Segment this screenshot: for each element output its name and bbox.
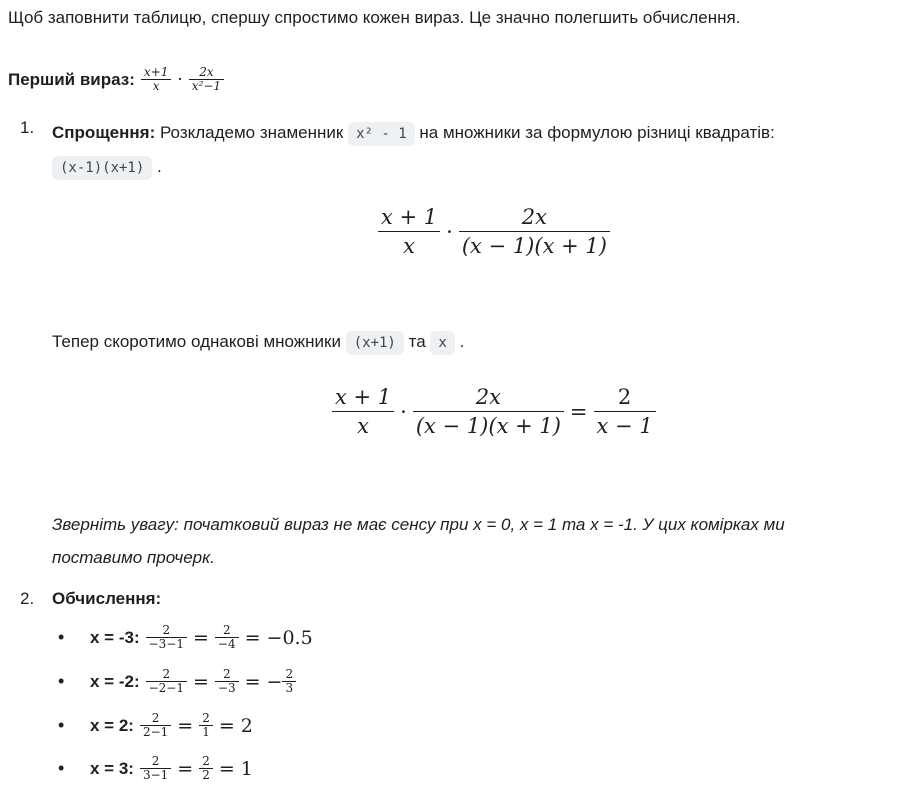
list-item: • x = 3: $\frac{2}{3-1}$ = $\frac{2}{2}$ = 1 — [58, 754, 253, 782]
first-expression-formula: $\frac{x+1}{x}$ · $\frac{2x}{\text{x²−1}}$ — [141, 66, 224, 93]
bullet: • — [58, 758, 65, 778]
fraction: $\frac{2}{x - 1}$ — [594, 383, 656, 440]
fraction: $\frac{2}{2}$ — [199, 755, 213, 782]
fraction: $\frac{2}{3}$ — [282, 668, 296, 695]
fraction: $\frac{2x}{\text{x²−1}}$ — [189, 66, 224, 93]
fraction: $\frac{2x}{(x - 1)(x + 1)}$ — [413, 383, 564, 440]
fraction: $\frac{2}{-4}$ — [215, 624, 239, 651]
fraction: $\frac{2}{3-1}$ — [140, 755, 171, 782]
inline-code: (x+1) — [346, 331, 404, 355]
intro-text: Щоб заповнити таблицю, спершу спростимо кожен вираз. Це значно полегшить обчислення. — [8, 8, 741, 27]
step2-title: Обчислення: — [52, 589, 162, 608]
bullet: • — [58, 627, 65, 647]
first-expression-heading — [8, 66, 224, 93]
fraction: $\frac{x + 1}{x}$ — [332, 383, 394, 440]
equation-factored: $\frac{x + 1}{x}$ · $\frac{2x}{(x - 1)(x + 1)}$ — [378, 203, 610, 260]
domain-note: Зверніть увагу: початковий вираз не має сенсу при x = 0, x = 1 та x = -1. У цих комірках ми поставимо прочерк. — [52, 515, 785, 567]
list-item: • x = 2: $\frac{2}{2-1}$ = $\frac{2}{1}$ = 2 — [58, 711, 253, 739]
first-expression-label: Перший вираз: — [8, 69, 135, 89]
fraction: $\frac{2}{-2-1}$ — [146, 668, 187, 695]
step1-text: Спрощення: Розкладемо знаменник x² - 1 на множники за формулою різниці квадратів: (x-1)(x+1) . — [52, 116, 892, 184]
fraction: $\frac{x+1}{x}$ — [141, 66, 171, 93]
equation-simplified: $\frac{x + 1}{x}$ · $\frac{2x}{(x - 1)(x + 1)}$ = $\frac{2}{x - 1}$ — [332, 383, 656, 440]
cancel-text: Тепер скоротимо однакові множники (x+1) та x . — [52, 328, 464, 356]
bullet: • — [58, 671, 65, 691]
step1-number: 1. — [20, 118, 35, 137]
inline-code: (x-1)(x+1) — [52, 156, 152, 180]
fraction: $\frac{2}{2-1}$ — [140, 712, 171, 739]
inline-code: x — [430, 331, 454, 355]
fraction: $\frac{2x}{(x - 1)(x + 1)}$ — [459, 203, 610, 260]
bullet: • — [58, 715, 65, 735]
fraction: $\frac{x + 1}{x}$ — [378, 203, 440, 260]
fraction: $\frac{2}{-3-1}$ — [146, 624, 187, 651]
list-item: • x = -3: $\frac{2}{-3-1}$ = $\frac{2}{-4}$ = −0.5 — [58, 623, 313, 651]
fraction: $\frac{2}{-3}$ — [215, 668, 239, 695]
fraction: $\frac{2}{1}$ — [199, 712, 213, 739]
step2-number: 2. — [20, 589, 35, 608]
list-item: • x = -2: $\frac{2}{-2-1}$ = $\frac{2}{-3}$ = − $\frac{2}{3}$ — [58, 668, 296, 695]
inline-code: x² - 1 — [348, 122, 415, 146]
step1-title: Спрощення: — [52, 123, 156, 142]
